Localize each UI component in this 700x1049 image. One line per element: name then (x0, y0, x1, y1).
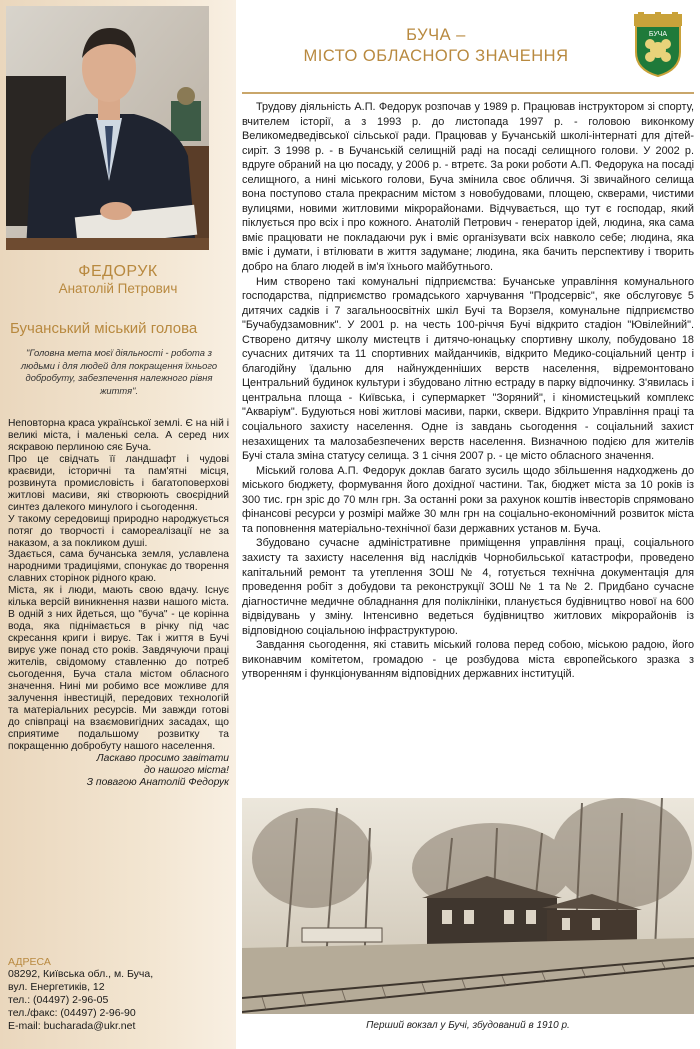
left-sidebar (0, 0, 236, 1049)
address-line: вул. Енергетиків, 12 (8, 981, 105, 993)
address-block (8, 968, 153, 1033)
fax-line: тел./факс: (04497) 2-96-90 (8, 1007, 136, 1019)
page-title-line1: БУЧА – (406, 26, 466, 44)
historic-station-photo (242, 798, 694, 1014)
welcome-paragraph: Здається, сама бучанська земля, уславлена народними традиціями, спонукає до творення славних сторінок рідного краю. (8, 549, 229, 585)
portrait-photo (6, 6, 209, 250)
photo-caption: Перший вокзал у Бучі, збудований в 1910 р. (366, 1020, 570, 1031)
page-title-line2: МІСТО ОБЛАСНОГО ЗНАЧЕННЯ (303, 47, 569, 65)
article-paragraph: Завдання сьогодення, які ставить міський голова перед собою, міською радою, його виконавчим комітетом, громадою - це розбудова міста європейського зразка з утворенням і функціонуванням відповідних державних інституцій. (242, 639, 694, 681)
closing-invitation-2: до нашого міста! (143, 764, 229, 776)
article-paragraph: Збудовано сучасне адміністративне приміщення управління праці, соціального захисту та захисту населення від наслідків Чорнобильської катастрофи, проведено капітальний ремонт та утеплення ЗОШ № 4, готується технічна документація для проведення робіт з добудови та реконструкції ЗОШ № 1 та № 2. Придбано сучасне діагностичне медичне обладнання для поліклініки, планується будівництво нової на 600 відвідувань у зміну. Інтенсивно ведеться будівництво житлових мікрорайонів із відповідною соціальною інфраструктурою. (242, 537, 694, 637)
address-title: АДРЕСА (8, 956, 51, 968)
welcome-paragraph: У такому середовищі природно народжується потяг до творчості і самореалізації не за наказом, а за покликом душі. (8, 513, 229, 549)
article-paragraph: Ним створено такі комунальні підприємства: Бучанське управління комунального господарства, підприємство громадського харчування "Продсервіс", яке обслуговує 5 дитячих садків і 7 загальноосвітніх шкіл Бучі та Ворзеля, комунальне підприємство "Бучабудзамовник". У 2001 р. на честь 100-річчя Бучі відкрито стадіон "Ювілейний". Створено дитячу школу мистецтв і дитячо-юнацьку спортивну школу, побудовано 18 сучасних дитячих та 11 спортивних майданчиків, відкрито Медико-соціальний центр і благодійну їдальню для найнужденніших верств населення, відремонтовано Центральний будинок культури і збудовано літню естраду в парку відпочинку. З'явилась і центральна площа - Київська, і супермаркет "Зоряний", і кіномистецький комплекс "Акваріум". Будуються нові житлові масиви, парки, сквери. Відкрито Управління праці та соціального захисту населення. Одне із завдань сьогодення - соціальний захист незахищених та малозабезпечених верств населення. Визначною подією для жителів Бучі стала зміна статусу селища. З 1 січня 2007 р. - це місто обласного значення. (242, 275, 694, 463)
emblem-label: БУЧА (648, 31, 668, 38)
city-emblem-icon (628, 12, 688, 78)
person-position: Бучанський міський голова (10, 320, 198, 337)
page-title (246, 25, 626, 67)
welcome-paragraph: Міста, як і люди, мають свою вдачу. Існує кілька версій виникнення назви нашого міста. В одній з них йдеться, що "буча" - це корінна вода, яка піднімається в річку під час скресання криги і вирує. Так і життя в Бучі вирує уже понад сто років. Завдячуючи праці жителів, свідомому ставленню до потреб сьогодення, Буча стала містом обласного значення. Нині ми робимо все можливе для залучення інвестицій, передових технологій та матеріальних ресурсів. Ми завжди готові до співпраці на взаємовигідних засадах, що сприятиме подальшому розвитку та покращенню добробуту нашого населення. (8, 585, 229, 752)
closing-signature: З повагою Анатолій Федорук (86, 776, 229, 788)
phone-line: тел.: (04497) 2-96-05 (8, 994, 109, 1006)
title-divider (242, 92, 694, 94)
article-body (242, 100, 694, 682)
address-line: 08292, Київська обл., м. Буча, (8, 968, 154, 980)
person-given-names: Анатолій Петрович (58, 281, 178, 296)
welcome-text (8, 418, 229, 789)
person-quote: "Головна мета моєї діяльності - робота з людьми і для людей для покращення їхнього добробуту, забезпечення належного рівня життя". (20, 347, 218, 396)
article-paragraph: Трудову діяльність А.П. Федорук розпочав у 1989 р. Працював інструктором зі спорту, вчителем історії, а з 1993 р. до листопада 1997 р. - головою виконкому Великомедведівської сільської ради. Працював у Бучанській школі-інтернаті для дітей-сиріт. З 1998 р. - в Бучанській селищній раді на посаді селищного голови. У 2002 р. вдруге обраний на цю посаду, у 2006 р. - втретє. За роки роботи А.П. Федорука на посаді селищного, а нині міського голови, Буча змінила своє обличчя. Зі звичайного селища вона поступово стала прекрасним містом з новобудовами, площею, скверами, чистими вулицями, новими житловими мікрорайонами. Відчувається, що тут є господар, який піклується про всіх і про кожного. Анатолій Петрович - генератор ідей, людина, яка сама вміє працювати не покладаючи рук і вміє організувати всіх навколо себе; людина, яка вміє і думати, і втілювати в життя задумане; людина, яка бачить перспективу і творить добро на благо людей в ім'я їхнього майбутнього. (242, 101, 694, 274)
closing-invitation: Ласкаво просимо завітати (96, 752, 229, 764)
email-line[interactable]: E-mail: bucharada@ukr.net (8, 1020, 136, 1032)
welcome-paragraph: Неповторна краса української землі. Є на ній і великі міста, і маленькі села. А серед них яскравою перлиною сяє Буча. (8, 418, 229, 453)
person-surname: ФЕДОРУК (78, 263, 158, 280)
welcome-paragraph: Про це свідчать її ландшафт і чудові краєвиди, історичні та пам'ятні місця, розвинута промисловість і багатоповерхові житлові масиви, які створюють своєрідний синтез далекого минулого і сьогодення. (8, 453, 229, 513)
article-paragraph: Міський голова А.П. Федорук доклав багато зусиль щодо збільшення надходжень до міського бюджету, формування його дохідної частини. Так, бюджет міста за 10 років із 300 тис. грн зріс до 70 млн грн. За останні роки за рахунок коштів інвесторів спрямовано фінансові ресурси у розмірі майже 30 млн грн на соціально-економічний розвиток міста та поповнення матеріально-технічної бази державних установ м. Буча. (242, 464, 694, 535)
